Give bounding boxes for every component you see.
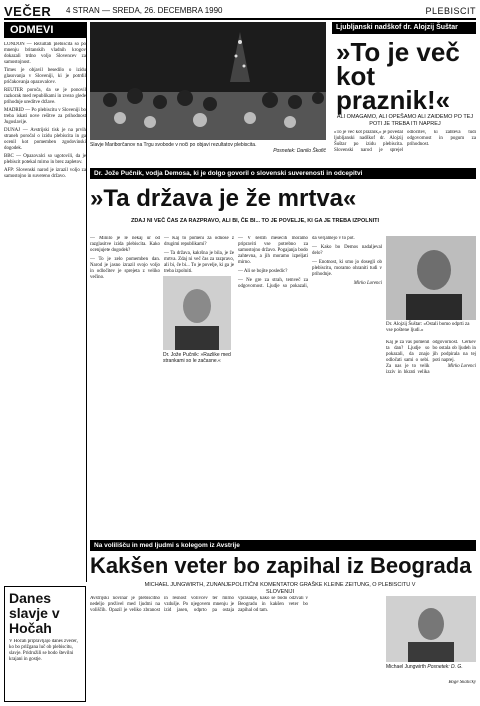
odmevi-header: ODMEVI [4,22,86,38]
left-column [4,22,87,582]
crowd-photo-image [90,22,326,140]
odmevi-paragraph: DUNAJ — Avstrijski tisk je na prvih straneh poročal o izidu plebiscita in ga ocenil kot pomemben zgodovinski dogodek. [4,128,86,151]
pucnik-portrait-caption: Dr. Jože Pučnik: »Razlike med strankami so le začasne.« [163,352,231,372]
sustar-side-text [386,340,476,530]
odmevi-paragraph: AFP: Slovenski narod je izrazil voljo za samostojno in suvereno državo. [4,168,86,179]
pucnik-headline: »Ta država je že mrtva« [90,185,357,212]
sustar-portrait-image [386,236,476,320]
crowd-caption-text: Slavje Mariborčanov na Trgu svobode v noči po objavi rezultatov plebiscita. [90,142,257,148]
interview-paragraph: — To je zelo pomemben dan. Narod je jasno izrazil svojo voljo in odločitev je sprejeta z veliko večino. [90,257,160,280]
jungwirth-signature: Boge Skalicky [448,680,476,685]
sustar-side-signature: Mirko Lorenci [447,364,476,369]
crowd-photo-credit: Posnetek: Danilo Škofič [273,148,326,154]
pucnik-portrait-image [163,276,231,350]
jungwirth-portrait [386,596,476,662]
jungwirth-subhead: MICHAEL JUNGWIRTH, ZUNANJEPOLITIČNI KOMENTATOR GRAŠKE KLEINE ZEITUNG, O PLEBISCITU V SLOVENIJI [144,582,416,595]
interview-paragraph: — Kaj to pomeni za odnose z drugimi republikami? [164,236,234,247]
pucnik-interview-text [90,236,382,532]
sustar-subhead: ALI OMAGAMO, ALI OPEŠAMO ALI ZAIDEMO PO TEJ POTI JE TREBA ITI NAPREJ [336,114,474,127]
sustar-side-paragraph: Kaj je za vas pomenil ta dan? Ljudje so pokazali, da znajo odločati sami o sebi. Za nas je to velik izziv in hkrati velika odgovornost. Cerkev bo ostala ob ljudeh in jih podpirala na tej poti naprej. [386,340,476,375]
danes-slavje-box [4,586,86,702]
sustar-header: Ljubljanski nadškof dr. Alojzij Šuštar [332,22,476,34]
crowd-photo-caption [90,142,326,164]
odmevi-paragraph: LONDON — Rezultati plebiscita so po mnenju britanskih vladnih krogov dokazali trdno voljo Slovencev za samostojnost. [4,42,86,65]
interview-paragraph: — V šestih mesecih moramo pripraviti vse potrebno za samostojno državo. Pogajanja bodo zahtevna, a jih moramo izpeljati mirno. [238,236,308,265]
odmevi-text [4,42,86,582]
pucnik-subhead: ZDAJ NI VEČ ČAS ZA RAZPRAVO, ALI BI, ČE BI... TO JE POVELJE, KI GA JE TREBA IZPOLNITI [130,218,380,224]
masthead [4,4,476,20]
sustar-side-column [386,236,476,532]
sustar-portrait [386,236,476,320]
danes-text: V Hočah pripravljajo danes zvečer, ko bo prižgana luč ob plebiscitu, slavje. Pridružili se bodo številni krajani in gostje. [9,639,78,662]
interview-paragraph: — Kako bo Demos nadaljeval delo? [312,245,382,256]
odmevi-paragraph: BBC — Opazovalci so ugotovili, da je plebiscit potekal mirno in brez zapletov. [4,154,86,165]
jungwirth-portrait-caption [386,664,476,678]
danes-headline: Danes slavje v Hočah [9,590,60,636]
jungwirth-headline: Kakšen veter bo zapihal iz Beograda [90,553,472,578]
interview-paragraph: — Enotnost, ki smo jo dosegli ob plebiscitu, moramo ohraniti tudi v prihodnje. [312,260,382,277]
sustar-portrait-caption: Dr. Alojzij Šuštar: »Ostali bomo odprti za vse poštene ljudi.« [386,322,470,333]
interview-paragraph: — Minilo je le nekaj ur od razglasitve izida plebiscita. Kako ocenjujete dogodek? [90,236,160,253]
jungwirth-caption-text: Michael Jungwirth [386,664,427,670]
interview-paragraph: — Ta država, kakršna je bila, je že mrtva. Zdaj ni več čas za razpravo, ali bi, če bi... To je povelje, ki ga je treba izpolniti. [164,251,234,274]
sustar-headline: »To je več kot praznik!« [336,37,460,115]
odmevi-paragraph: Times je objavil besedilo o izidu glasovanja v Sloveniji, ki je potrdil pričakovanja opazovalcev. [4,68,86,85]
jungwirth-photo-credit: Posnetek: D. G. [427,664,463,670]
jungwirth-text: Avstrijski novinar je plebiscitno nedeljo preživel med ljudmi na voliščih. Opazil je veliko zbranost in resnost volivcev ter mirno vzdušje. Po njegovem mnenju je izid jasen, odprto pa ostaja vprašanje, kako se bodo odzvali v Beogradu in kakšen veter bo zapihal od tam. [90,596,308,613]
crowd-photo [90,22,326,140]
odmevi-paragraph: MADRID — Po plebiscitu v Sloveniji bo treba iskati nove rešitve za prihodnost Jugoslavije. [4,108,86,125]
page-date-line: 4 STRAN — SREDA, 26. DECEMBRA 1990 [66,6,223,15]
pucnik-header: Dr. Jože Pučnik, vodja Demosa, ki je dolgo govoril o slovenski suverenosti in odcepitvi [90,168,476,179]
newspaper-logo: VEČER [4,4,52,19]
pucnik-portrait [163,276,231,350]
section-title: PLEBISCIT [425,6,476,16]
odmevi-paragraph: REUTER poroča, da se je ponovil razkorak med republikami in zvezo glede prihodnje ureditve države. [4,88,86,105]
jungwirth-header: Na volilišču in med ljudmi s kolegom iz Avstrije [90,540,476,551]
interview-paragraph: — Ali se bojite posledic? [238,269,288,274]
jungwirth-portrait-image [386,596,476,662]
sustar-text: »To je več kot praznik,« je povedal ljubljanski nadškof dr. Alojzij Šuštar po izidu plebiscita. Slovenski narod je sprejel odločitev, ki zahteva tudi odgovornost in pogum za prihodnost. [334,130,476,153]
interview-paragraph: — Ne gre za strah, temveč za odgovornost. Ljudje so pokazali, da verjamejo v to pot. [238,236,355,289]
interview-signature: Mirko Lorenci [353,281,382,286]
